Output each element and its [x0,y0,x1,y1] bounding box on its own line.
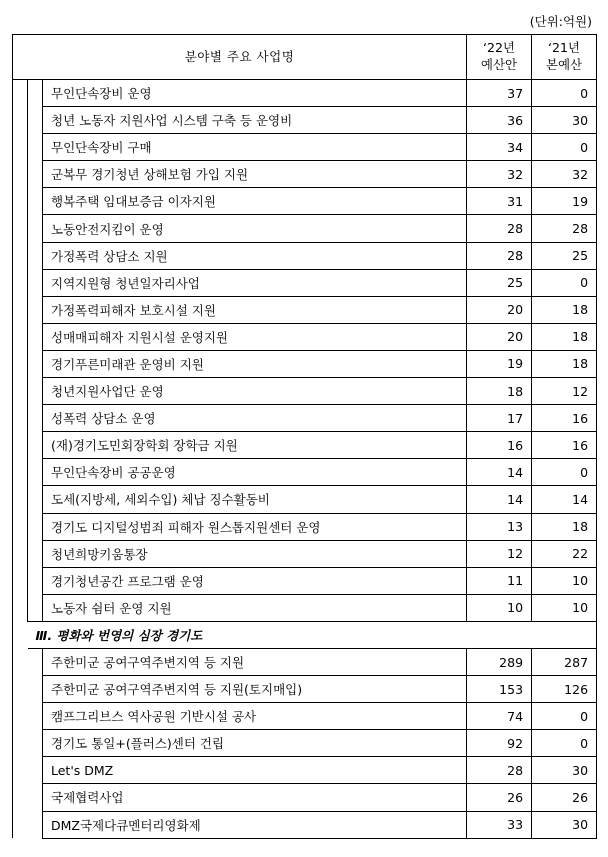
section-indent [13,621,28,648]
budget-2022-value: 31 [467,188,532,215]
budget-2021-value: 16 [532,405,597,432]
budget-2022-value: 25 [467,269,532,296]
indent-cell [28,242,43,269]
section-title: Ⅲ. 평화와 번영의 심장 경기도 [28,621,597,648]
indent-cell [28,161,43,188]
indent-cell [13,215,28,242]
budget-2021-value: 30 [532,107,597,134]
indent-cell [28,296,43,323]
budget-2022-value: 26 [467,784,532,811]
table-row [13,784,597,811]
budget-2021-value: 16 [532,432,597,459]
project-name: 무인단속장비 운영 [43,80,467,107]
indent-cell [28,567,43,594]
budget-2021-value: 0 [532,134,597,161]
budget-2022-value: 28 [467,215,532,242]
table-row [13,432,597,459]
budget-2021-value: 10 [532,567,597,594]
indent-cell [28,269,43,296]
budget-2022-value: 32 [467,161,532,188]
table-row [13,269,597,296]
project-name: 지역지원형 청년일자리사업 [43,269,467,296]
project-name: 가정폭력피해자 보호시설 지원 [43,296,467,323]
project-name: 성폭력 상담소 운영 [43,405,467,432]
indent-cell [28,405,43,432]
indent-cell [13,432,28,459]
indent-cell [13,703,43,730]
project-name: 경기청년공간 프로그램 운영 [43,567,467,594]
table-row [13,486,597,513]
indent-cell [28,188,43,215]
budget-2021-value: 0 [532,703,597,730]
project-name: 행복주택 임대보증금 이자지원 [43,188,467,215]
table-body-section-3-header [13,621,597,648]
budget-2021-value: 18 [532,513,597,540]
budget-2022-value: 289 [467,648,532,675]
project-name: 가정폭력 상담소 지원 [43,242,467,269]
project-name: 청년지원사업단 운영 [43,378,467,405]
project-name: 노동자 쉼터 운영 지원 [43,594,467,621]
table-row [13,242,597,269]
indent-cell [13,486,28,513]
indent-cell [13,676,43,703]
budget-2022-value: 17 [467,405,532,432]
budget-2021-value: 19 [532,188,597,215]
project-name: 경기도 통일+(플러스)센터 건립 [43,730,467,757]
budget-2022-value: 153 [467,676,532,703]
section-header-row [13,621,597,648]
budget-2022-value: 28 [467,242,532,269]
budget-2021-value: 287 [532,648,597,675]
budget-2022-value: 20 [467,296,532,323]
budget-2021-value: 10 [532,594,597,621]
budget-2022-value: 28 [467,757,532,784]
header-2021-budget [532,35,597,80]
indent-cell [13,188,28,215]
indent-cell [13,730,43,757]
table-row [13,134,597,161]
budget-2022-value: 14 [467,486,532,513]
table-row [13,161,597,188]
project-name: DMZ국제다큐멘터리영화제 [43,811,467,838]
budget-table [12,34,597,839]
budget-2021-value: 18 [532,323,597,350]
budget-2022-value: 16 [467,432,532,459]
table-row [13,567,597,594]
table-row [13,107,597,134]
table-row [13,676,597,703]
budget-2022-value: 37 [467,80,532,107]
budget-2022-value: 74 [467,703,532,730]
budget-2021-value: 18 [532,296,597,323]
indent-cell [28,80,43,107]
table-row [13,811,597,838]
budget-2021-value: 22 [532,540,597,567]
indent-cell [13,350,28,377]
indent-cell [13,811,43,838]
budget-2021-value: 30 [532,757,597,784]
table-row [13,215,597,242]
table-row [13,730,597,757]
project-name: 도세(지방세, 세외수입) 체납 징수활동비 [43,486,467,513]
table-body-section-3 [13,648,597,838]
project-name: 캠프그리브스 역사공원 기반시설 공사 [43,703,467,730]
table-row [13,594,597,621]
budget-2022-value: 19 [467,350,532,377]
indent-cell [28,350,43,377]
budget-2022-value: 14 [467,459,532,486]
budget-2021-value: 0 [532,80,597,107]
project-name: 주한미군 공여구역주변지역 등 지원(토지매입) [43,676,467,703]
indent-cell [13,405,28,432]
indent-cell [28,513,43,540]
budget-2021-value: 14 [532,486,597,513]
project-name: 무인단속장비 공공운영 [43,459,467,486]
indent-cell [13,513,28,540]
budget-2021-value: 0 [532,730,597,757]
project-name: 청년 노동자 지원사업 시스템 구축 등 운영비 [43,107,467,134]
budget-2022-value: 20 [467,323,532,350]
table-row [13,188,597,215]
indent-cell [28,594,43,621]
indent-cell [28,540,43,567]
budget-2021-value: 30 [532,811,597,838]
indent-cell [13,648,43,675]
project-name: 노동안전지킴이 운영 [43,215,467,242]
budget-2022-value: 34 [467,134,532,161]
header-2022-budget [467,35,532,80]
project-name: 무인단속장비 구매 [43,134,467,161]
indent-cell [13,540,28,567]
budget-2021-value: 25 [532,242,597,269]
unit-label: (단위:억원) [529,14,592,29]
budget-2022-value: 11 [467,567,532,594]
indent-cell [13,378,28,405]
budget-2021-value: 12 [532,378,597,405]
indent-cell [28,134,43,161]
budget-2022-value: 13 [467,513,532,540]
budget-2021-value: 32 [532,161,597,188]
budget-2022-value: 12 [467,540,532,567]
table-row [13,757,597,784]
indent-cell [28,378,43,405]
project-name: 청년희망키움통장 [43,540,467,567]
budget-2022-value: 18 [467,378,532,405]
budget-2021-value: 0 [532,269,597,296]
indent-cell [13,161,28,188]
table-row [13,296,597,323]
header-2021-type: 본예산 [545,57,583,72]
table-row [13,459,597,486]
indent-cell [13,134,28,161]
table-row [13,648,597,675]
table-row [13,350,597,377]
budget-2021-value: 18 [532,350,597,377]
budget-2021-value: 26 [532,784,597,811]
project-name: 경기푸른미래관 운영비 지원 [43,350,467,377]
budget-2022-value: 92 [467,730,532,757]
project-name: (재)경기도민회장학회 장학금 지원 [43,432,467,459]
project-name: Let's DMZ [43,757,467,784]
indent-cell [13,594,28,621]
indent-cell [28,459,43,486]
indent-cell [13,107,28,134]
budget-2021-value: 0 [532,459,597,486]
budget-2021-value: 28 [532,215,597,242]
header-2022-type: 예산안 [480,57,518,72]
project-name: 경기도 디지털성범죄 피해자 원스톱지원센터 운영 [43,513,467,540]
indent-cell [13,80,28,107]
budget-2022-value: 36 [467,107,532,134]
indent-cell [13,323,28,350]
table-row [13,540,597,567]
indent-cell [13,269,28,296]
table-row [13,405,597,432]
indent-cell [13,784,43,811]
budget-2021-value: 126 [532,676,597,703]
indent-cell [28,432,43,459]
indent-cell [13,567,28,594]
table-body-section-2 [13,80,597,622]
indent-cell [13,459,28,486]
budget-2022-value: 33 [467,811,532,838]
project-name: 주한미군 공여구역주변지역 등 지원 [43,648,467,675]
budget-2022-value: 10 [467,594,532,621]
table-row [13,80,597,107]
table-row [13,703,597,730]
indent-cell [28,107,43,134]
indent-cell [28,215,43,242]
project-name: 성매매피해자 지원시설 운영지원 [43,323,467,350]
header-2021-year: ‘21년 [548,40,581,56]
table-row [13,323,597,350]
indent-cell [28,323,43,350]
indent-cell [13,242,28,269]
project-name: 국제협력사업 [43,784,467,811]
header-row [13,35,597,80]
project-name: 군복무 경기청년 상해보험 가입 지원 [43,161,467,188]
indent-cell [13,757,43,784]
table-row [13,513,597,540]
indent-cell [28,486,43,513]
header-2022-year: ‘22년 [483,40,516,56]
indent-cell [13,296,28,323]
header-category: 분야별 주요 사업명 [13,35,467,80]
table-row [13,378,597,405]
